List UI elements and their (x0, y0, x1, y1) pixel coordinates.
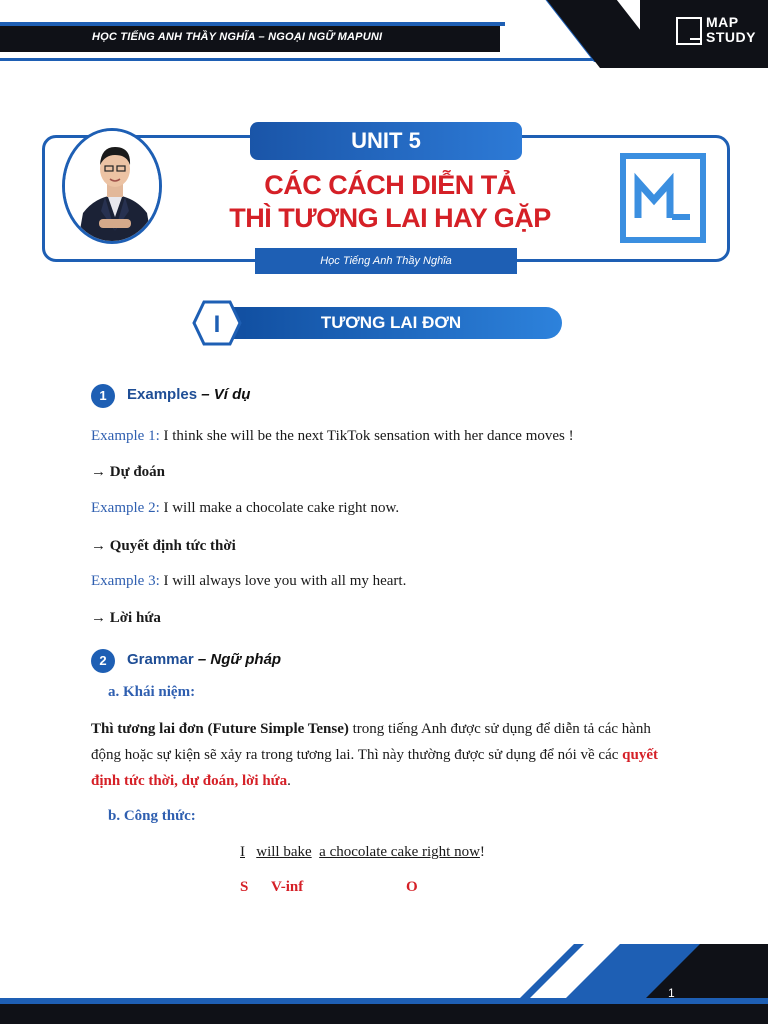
grammar-heading-label: Grammar (127, 651, 194, 668)
section-title: TƯƠNG LAI ĐƠN (210, 307, 562, 339)
examples-heading-vi: Ví dụ (213, 386, 251, 403)
example-3-text: I will always love you with all my heart. (159, 573, 407, 589)
logo-text (706, 15, 756, 45)
example-2 (91, 500, 399, 517)
example-1-text: I think she will be the next TikTok sensation with her dance moves ! (159, 428, 574, 444)
mapstudy-logo-icon (676, 17, 702, 45)
page-title-line-1: CÁC CÁCH DIỄN TẢ (264, 170, 516, 200)
formula-tag-s: S (240, 879, 249, 895)
grammar-number-badge: 2 (91, 649, 115, 673)
formula-heading: b. Công thức: (108, 808, 196, 824)
concept-highlight: quyết định tức thời, dự đoán, lời hứa (91, 747, 658, 789)
formula-tag-o: O (406, 879, 418, 895)
formula-object: a chocolate cake right now (319, 844, 480, 860)
formula-verb: will bake (256, 844, 312, 860)
concept-term: Thì tương lai đơn (Future Simple Tense) (91, 721, 349, 737)
examples-number-badge: 1 (91, 384, 115, 408)
card-logo-m-icon (630, 170, 698, 230)
formula-subject: I (240, 844, 245, 860)
teacher-portrait (62, 128, 162, 244)
example-2-label: Example 2: (91, 500, 160, 516)
example-3-result: → Lời hứa (91, 610, 161, 626)
grammar-heading (127, 651, 281, 668)
section-numeral: I (213, 311, 221, 338)
example-1-label: Example 1: (91, 428, 160, 444)
logo-line-2: STUDY (706, 29, 756, 45)
grammar-heading-dash: – (193, 651, 211, 668)
formula-tag-v: V-inf (271, 879, 304, 895)
concept-end: . (287, 773, 291, 789)
concept-text: trong tiếng Anh được sử dụng để diễn tả các hành động hoặc sự kiện sẽ xảy ra trong tương lai. Thì này thường được sử dụng để nói về các (91, 721, 651, 763)
example-3 (91, 573, 406, 590)
examples-heading (127, 386, 250, 403)
example-2-result: → Quyết định tức thời (91, 538, 236, 554)
concept-paragraph (91, 716, 681, 794)
examples-heading-dash: – (197, 386, 214, 403)
card-subtitle: Học Tiếng Anh Thầy Nghĩa (255, 248, 517, 274)
example-1-result: → Dự đoán (91, 464, 166, 480)
logo-line-1: MAP (706, 14, 739, 30)
page-number: 1 (668, 986, 675, 1000)
footer-band (0, 1004, 768, 1024)
grammar-heading-vi: Ngữ pháp (210, 651, 282, 668)
examples-heading-label: Examples (127, 386, 198, 403)
page-title-line-2: THÌ TƯƠNG LAI HAY GẶP (229, 203, 551, 233)
unit-label: UNIT 5 (250, 122, 522, 160)
header-line (0, 58, 640, 61)
formula-example (240, 844, 485, 861)
teacher-photo-icon (65, 131, 162, 244)
concept-heading: a. Khái niệm: (108, 684, 196, 700)
section-hex-icon (192, 300, 242, 346)
header-band-text: HỌC TIẾNG ANH THẦY NGHĨA – NGOẠI NGỮ MAPUNI (92, 31, 383, 43)
example-3-label: Example 3: (91, 573, 160, 589)
formula-end: ! (479, 844, 485, 860)
example-1 (91, 428, 574, 445)
example-2-text: I will make a chocolate cake right now. (159, 500, 400, 516)
